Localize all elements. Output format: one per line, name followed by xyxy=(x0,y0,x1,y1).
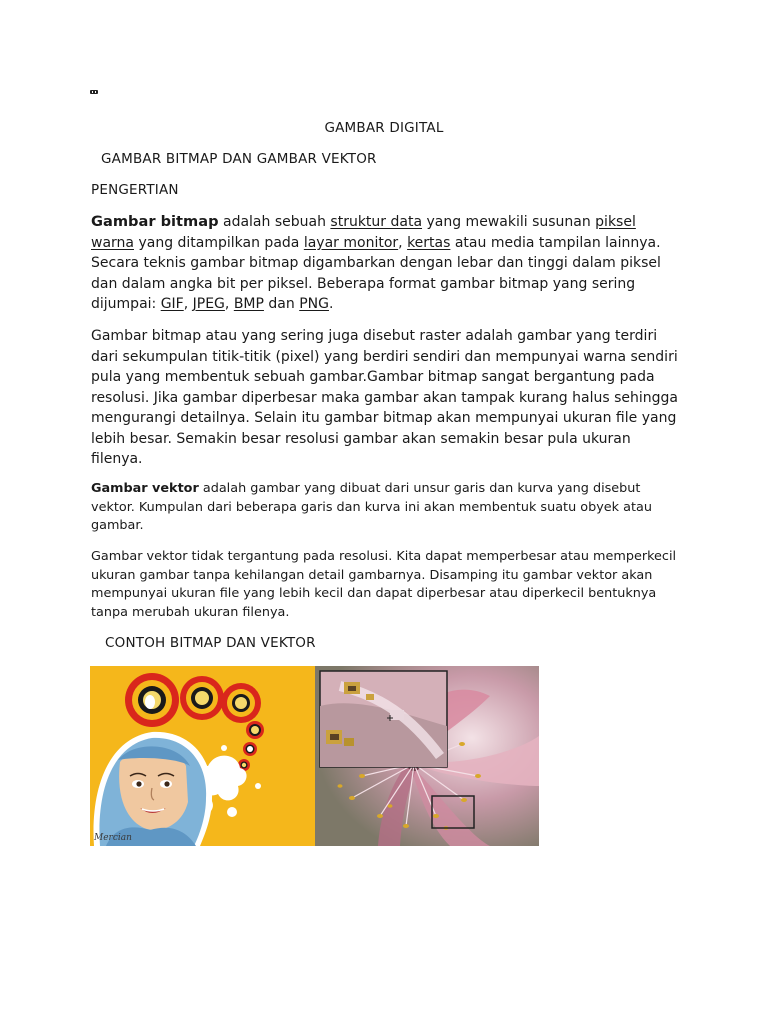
link-png[interactable]: PNG xyxy=(299,296,329,312)
link-layar-monitor[interactable]: layar monitor xyxy=(303,234,399,251)
link-jpeg[interactable]: JPEG xyxy=(192,296,225,312)
bitmap-raster-paragraph: Gambar bitmap atau yang sering juga disebut raster adalah gambar yang terdiri dari sekumpulan titik-titik (pixel) yang berdiri sendiri dan mempunyai warna sendiri pula yang membentuk sebuah gambar.Gambar bitmap sangat bergantung pada resolusi. Jika gambar diperbesar maka gambar akan tampak kurang halus sehingga mengurangi detailnya. Selain itu gambar bitmap akan mempunyai ukuran file yang lebih besar. Semakin besar resolusi gambar akan semakin besar pula ukuran filenya. xyxy=(91,328,678,467)
bitmap-term: Gambar bitmap xyxy=(91,213,219,230)
bitmap-definition-paragraph: Gambar bitmap adalah sebuah struktur data yang mewakili susunan piksel warna yang ditampilkan pada layar monitor, kertas atau media tampilan lainnya. Secara teknis gambar bitmap digambarkan dengan lebar dan tinggi dalam piksel dan dalam angka bit per piksel. Beberapa format gambar bitmap yang sering dijumpai: GIF, JPEG, BMP dan PNG. xyxy=(91,213,661,312)
link-struktur-data[interactable]: struktur data xyxy=(330,214,423,230)
vector-resolution-paragraph: Gambar vektor tidak tergantung pada resolusi. Kita dapat memperbesar atau memperkecil ukuran gambar tanpa kehilangan detail gambarnya. Disamping itu gambar vektor akan mempunyai ukuran file yang lebih kecil dan dapat diperbesar atau diperkecil bentuknya tanpa merubah ukuran filenya. xyxy=(91,549,677,620)
link-kertas[interactable]: kertas xyxy=(407,234,451,251)
link-bmp[interactable]: BMP xyxy=(233,296,264,312)
link-gif[interactable]: GIF xyxy=(160,296,184,312)
link-piksel-warna[interactable]: piksel warna xyxy=(91,214,636,251)
example-heading: CONTOH BITMAP DAN VEKTOR xyxy=(105,635,316,651)
section-heading: GAMBAR BITMAP DAN GAMBAR VEKTOR xyxy=(101,151,377,167)
vector-definition-paragraph: Gambar vektor adalah gambar yang dibuat dari unsur garis dan kurva yang disebut vektor. Kumpulan dari beberapa garis dan kurva ini akan membentuk suatu obyek atau gambar. xyxy=(91,481,652,533)
bitmap-photo-panel xyxy=(315,666,539,846)
subsection-heading: PENGERTIAN xyxy=(91,182,179,198)
vector-art-panel xyxy=(90,666,315,846)
artist-signature: Mercian xyxy=(94,833,132,843)
zoom-inset xyxy=(320,671,447,767)
example-illustration xyxy=(90,666,539,846)
bitmap-vector-example-figure xyxy=(90,666,539,846)
document-title: GAMBAR DIGITAL xyxy=(324,120,444,136)
vector-term: Gambar vektor xyxy=(91,481,199,496)
embedded-object-marker xyxy=(90,90,98,94)
